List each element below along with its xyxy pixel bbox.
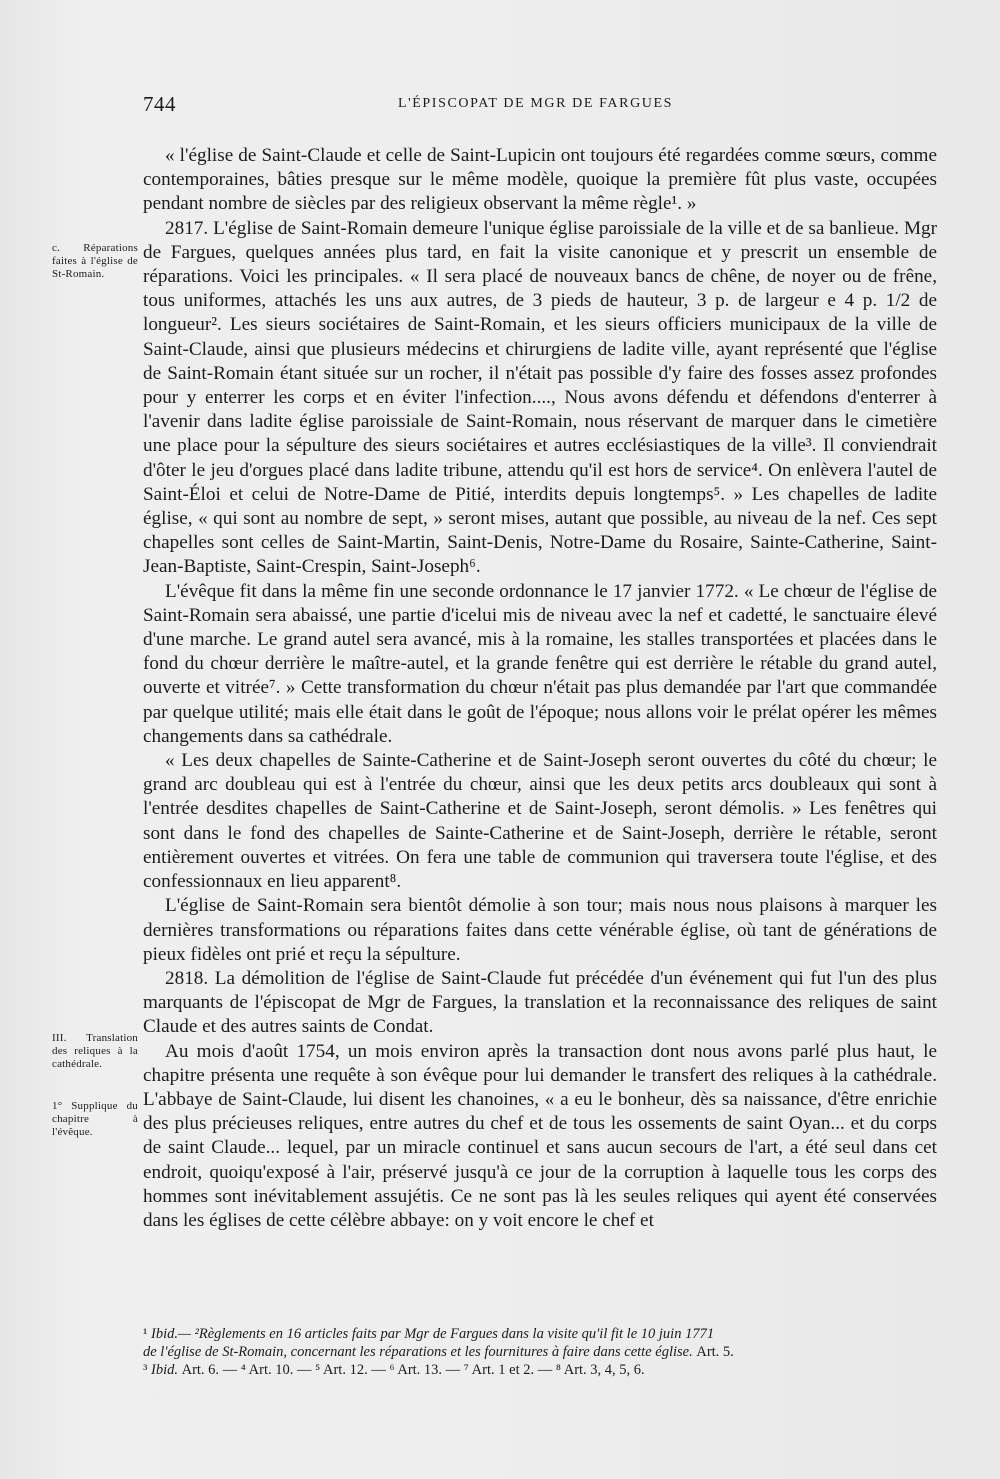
footnote-line-3 [143,1362,940,1379]
footnote-text: de l'église de St-Romain, concernant les réparations et les fournitures à faire dans cette église. [143,1344,693,1360]
paragraph-chapelles: « Les deux chapelles de Sainte-Catherine et de Saint-Joseph seront ouvertes du côté du chœur; le grand arc doubleau qui est à l'entrée du chœur, ainsi que les deux petits arcs doubleaux qui sont à l'entrée desdites chapelles de Saint-Catherine et de Saint-Joseph, seront démolis. » Les fenêtres qui sont dans le fond des chapelles de Sainte-Catherine et de Saint-Joseph, derrière le rétable, seront entièrement ouvertes et vitrées. On fera une table de communion qui traversera toute l'église, et des confessionnaux en lieu apparent⁸. [143,750,937,893]
margin-note-supplique: 1° Supplique du chapitre à l'évêque. [52,1100,138,1138]
margin-note-reparations: c. Réparations faites à l'église de St-Romain. [52,242,138,280]
paragraph-ordonnance-1772: L'évêque fit dans la même fin une seconde ordonnance le 17 janvier 1772. « Le chœur de l'église de Saint-Romain sera abaissé, une partie d'icelui mis de niveau avec la nef et cadetté, le sanctuaire élevé d'une marche. Le grand autel sera avancé, mis à la romaine, les stalles transportées et placées dans le fond du chœur derrière le maître-autel, et la grande fenêtre qui est derrière le rétable du grand autel, ouverte et vitrée⁷. » Cette transformation du chœur n'était pas plus demandée par l'art que commandée par quelque utilité; mais elle était dans le goût de l'époque; nous allons voir le prélat opérer les mêmes changements dans sa cathédrale. [143,580,937,747]
running-head: L'ÉPISCOPAT DE MGR DE FARGUES [398,96,674,111]
page-number: 744 [143,92,176,116]
footnote-ref: ¹ [143,1326,148,1342]
body-text [143,144,937,1233]
footnote-text: Art. 6. — ⁴ Art. 10. — ⁵ Art. 12. — ⁶ Art. 13. — ⁷ Art. 1 et 2. — ⁸ Art. 3, 4, 5, 6. [181,1362,645,1378]
paragraph-supplique: Au mois d'août 1754, un mois environ après la transaction dont nous avons parlé plus haut, le chapitre présenta une requête à son évêque pour lui demander le transfert des reliques à la cathédrale. L'abbaye de Saint-Claude, lui disent les chanoines, « a eu le bonheur, dès sa naissance, d'être enrichie des plus précieuses reliques, entre autres du chef et de tous les ossements de saint Oyan... et du corps de saint Claude... lequel, par un miracle continuel et sans aucun secours de l'art, a été seul dans cet endroit, quoiqu'exposé à l'air, préservé jusqu'à ce jour de la corruption à laquelle tous les corps des hommes sont inévitablement assujétis. Ce ne sont pas là les seules reliques qui ayent été conservées dans les églises de cette célèbre abbaye: on y voit encore le chef et [143,1040,937,1231]
paragraph-quote-continuation: « l'église de Saint-Claude et celle de Saint-Lupicin ont toujours été regardées comme sœurs, comme contemporaines, bâties presque sur le même modèle, quoique la première fût plus vaste, occupées pendant nombre de siècles par des religieux observant la même règle¹. » [143,145,937,215]
footnote-line-2 [143,1344,940,1361]
paragraph-2817: 2817. L'église de Saint-Romain demeure l'unique église paroissiale de la ville et de sa banlieue. Mgr de Fargues, quelques années plus tard, en fait la visite canonique et y prescrit un ensemble de réparations. Voici les principales. « Il sera placé de nouveaux bancs de chêne, de noyer ou de frêne, tous uniformes, attachés les uns aux autres, de 3 pieds de hauteur, 3 p. de largeur e 4 p. 1/2 de longueur². Les sieurs sociétaires de Saint-Romain, et les sieurs officiers municipaux de la ville de Saint-Claude, ainsi que plusieurs médecins et chirurgiens de ladite ville, ayant représenté que l'église de Saint-Romain étant située sur un rocher, il n'était pas possible d'y faire des fosses assez profondes pour y enterrer les corps et en éviter l'infection...., Nous avons défendu et défendons d'enterrer à l'avenir dans ladite église paroissiale de Saint-Romain, nous réservant de marquer dans le cimetière une place pour la sépulture des sieurs sociétaires et autres ecclésiastiques de la ville³. Il conviendrait d'ôter le jeu d'orgues placé dans ladite tribune, attendu qu'il est hors de service⁴. On enlèvera l'autel de Saint-Éloi et celui de Notre-Dame de Pitié, interdits depuis longtemps⁵. » Les chapelles de ladite église, « qui sont au nombre de sept, » seront mises, autant que possible, au niveau de la nef. Ces sept chapelles sont celles de Saint-Martin, Saint-Denis, Notre-Dame du Rosaire, Sainte-Catherine, Saint-Jean-Baptiste, Saint-Crespin, Saint-Joseph⁶. [143,217,937,578]
paragraph-2818: 2818. La démolition de l'église de Saint-Claude fut précédée d'un événement qui fut l'un des plus marquants de l'épiscopat de Mgr de Fargues, la translation et la reconnaissance des reliques de saint Claude et des autres saints de Condat. [143,967,937,1038]
footnote-ref: ³ [143,1362,148,1378]
footnote-text: Ibid.— ²Règlements en 16 articles faits par Mgr de Fargues dans la visite qu'il fit le 10 juin 1771 [150,1326,715,1342]
footnote-text: Ibid. [150,1362,178,1378]
footnote-text: Art. 5. [696,1344,734,1360]
margin-note-translation: III. Translation des reliques à la cathédrale. [52,1032,138,1070]
page-header [143,92,940,116]
paragraph-demolition-announce: L'église de Saint-Romain sera bientôt démolie à son tour; mais nous nous plaisons à marquer les dernières transformations ou réparations faites dans cette vénérable église, où tant de générations de pieux fidèles ont prié et reçu la sépulture. [143,895,937,965]
footnote-line-1 [143,1326,940,1343]
